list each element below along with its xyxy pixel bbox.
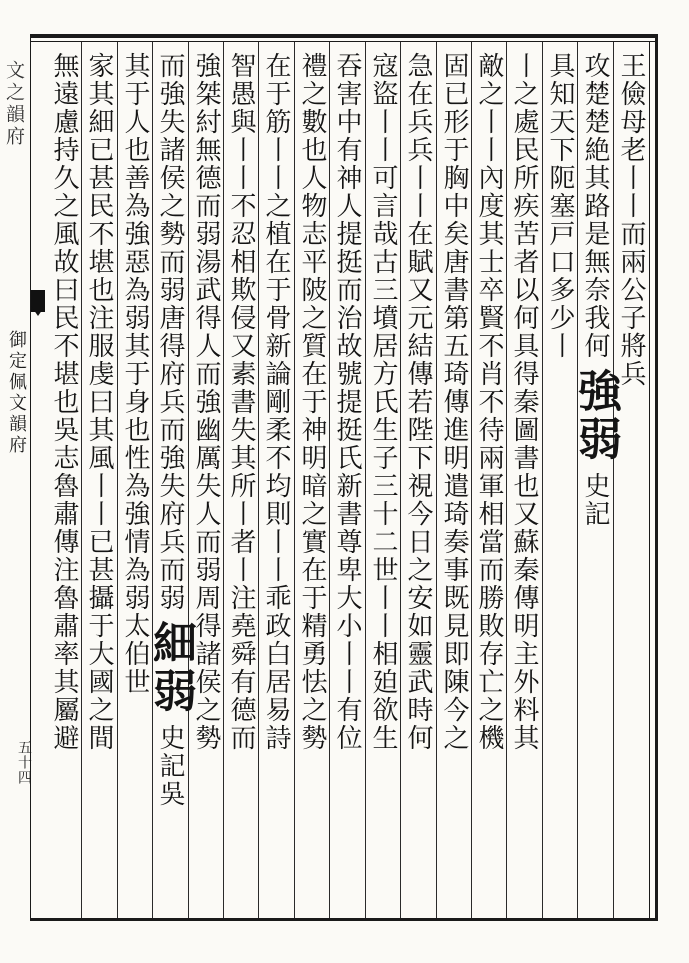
text-column [367, 52, 398, 912]
frame-right-inner-rule [649, 41, 650, 918]
page-number: 五十四 [16, 740, 32, 785]
column-text: 攻楚楚絶其路是無奈我何 [580, 52, 610, 360]
frame-bottom-rule [30, 918, 658, 921]
column-rule [577, 42, 578, 918]
text-column [260, 52, 291, 912]
text-column [544, 52, 575, 912]
text-column [331, 52, 362, 912]
column-text: 王儉母老丨丨而兩公子將兵 [616, 52, 646, 388]
column-rule [471, 42, 472, 918]
frame-right-rule [655, 34, 658, 921]
column-text: 史記吳 [155, 724, 185, 808]
column-text: 強桀紂無德而弱湯武得人而強幽厲失人而弱周得諸侯之勢 [191, 52, 221, 752]
column-rule [294, 42, 295, 918]
column-text: 史記 [580, 472, 610, 528]
column-text: 丨之處民所疾苦者以何具得秦圖書也又蘇秦傳明主外料其 [509, 52, 539, 752]
column-text: 其于人也善為強惡為弱其于身也性為強情為弱 [120, 52, 150, 612]
heading-entry: 強弱 [570, 368, 621, 464]
margin-top-fragment: 文之韻府 [3, 60, 25, 148]
column-rule [613, 42, 614, 918]
column-text: 敵之丨丨內度其士卒賢不肖不待兩軍相當而勝敗存亡之機 [474, 52, 504, 752]
frame-top-inner-rule [30, 41, 658, 42]
text-column [438, 52, 469, 912]
text-column [570, 52, 621, 912]
heading-entry: 細弱 [145, 620, 196, 716]
text-column [402, 52, 433, 912]
text-column [48, 52, 79, 912]
column-rule [542, 42, 543, 918]
column-text: 無遠慮持久之風故曰民不堪也吳志魯肅傳注魯肅率其屬避 [49, 52, 79, 752]
fishtail-mark-tip [31, 306, 45, 316]
book-title: 御定佩文韻府 [6, 330, 27, 456]
column-text: 吞害中有神人提挺而治故號提挺氏新書尊卑大小丨丨有位 [332, 52, 362, 752]
column-rule [223, 42, 224, 918]
column-text: 急在兵兵丨丨在賦又元結傳若陛下視今日之安如靈武時何 [403, 52, 433, 752]
column-rule [436, 42, 437, 918]
column-text: 太伯世 [120, 612, 150, 696]
column-rule [506, 42, 507, 918]
column-text: 智愚與丨丨不忍相欺侵又素書失其所丨者丨注堯舜有德而 [226, 52, 256, 752]
column-rule [329, 42, 330, 918]
column-rule [152, 42, 153, 918]
column-text: 寇盜丨丨可言哉古三墳居方氏生子三十二世丨丨相廹欲生 [368, 52, 398, 752]
text-column [473, 52, 504, 912]
frame-top-rule [30, 34, 658, 38]
column-text: 具知天下阨塞戸口多少丨 [545, 52, 575, 360]
column-text: 而強失諸侯之勢而弱唐得府兵而強失府兵而弱 [155, 52, 185, 612]
column-rule [258, 42, 259, 918]
column-rule [365, 42, 366, 918]
text-column [508, 52, 539, 912]
column-text: 禮之數也人物志平陂之質在于神明暗之實在于精勇怯之勢 [297, 52, 327, 752]
text-column [83, 52, 114, 912]
column-rule [400, 42, 401, 918]
text-column [190, 52, 221, 912]
column-rule [188, 42, 189, 918]
column-rule [81, 42, 82, 918]
text-column [145, 52, 196, 912]
column-text: 在于筋丨丨之植在于骨新論剛柔不均則丨丨乖政白居易詩 [261, 52, 291, 752]
text-column [119, 52, 150, 912]
column-rule [117, 42, 118, 918]
text-column [296, 52, 327, 912]
text-column [615, 52, 646, 912]
column-text: 固已形于胸中矣唐書第五琦傳進明遣琦奏事既見即陳今之 [439, 52, 469, 752]
column-text: 家其細已甚民不堪也注服虔曰其風丨丨已甚攝于大國之間 [84, 52, 114, 752]
margin-rule [30, 34, 31, 921]
text-column [225, 52, 256, 912]
